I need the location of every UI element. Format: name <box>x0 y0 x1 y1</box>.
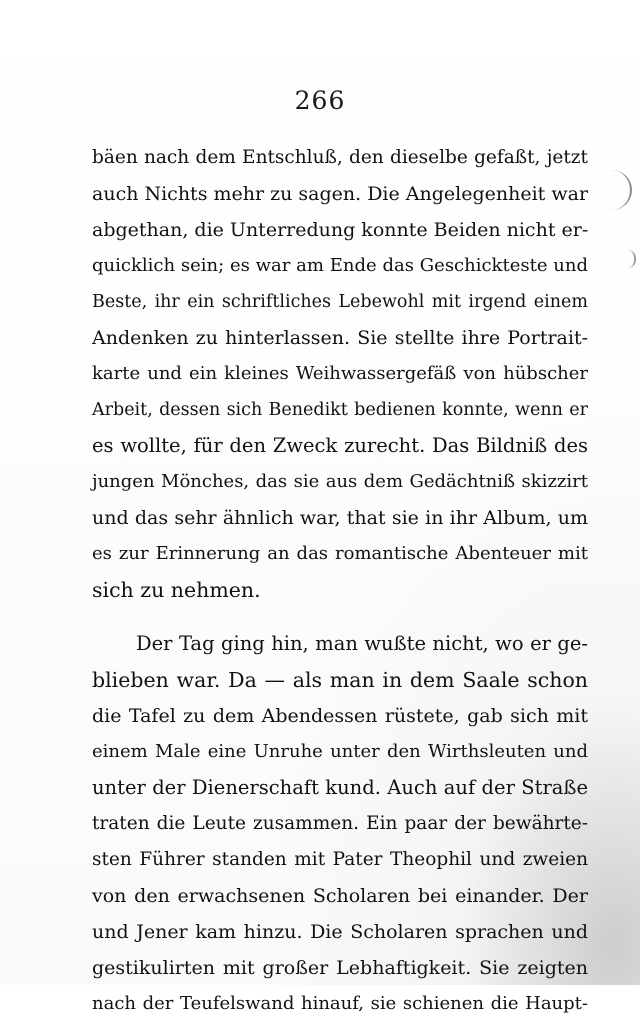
text-line: jungen Mönches, das sie aus dem Gedächtniß skizzirt <box>92 471 588 492</box>
text-line: quicklich sein; es war am Ende das Geschickteste und <box>92 255 588 276</box>
text-line: gestikulirten mit großer Lebhaftigkeit. Sie zeigten <box>92 957 588 979</box>
text-line: unter der Dienerschaft kund. Auch auf der Straße <box>92 776 588 799</box>
text-line: auch Nichts mehr zu sagen. Die Angelegenheit war <box>92 183 589 205</box>
text-line: die Tafel zu dem Abendessen rüstete, gab sich mit <box>92 705 588 727</box>
text-line: einem Male eine Unruhe unter den Wirthsleuten und <box>92 741 588 762</box>
paragraph <box>92 626 588 1022</box>
text-line: traten die Leute zusammen. Ein paar der bewährte- <box>92 813 588 834</box>
page-edge-mark <box>628 250 636 268</box>
paragraph <box>92 140 588 608</box>
page-edge-mark <box>612 170 632 210</box>
text-line: sich zu nehmen. <box>92 578 261 602</box>
text-line: nach der Teufelswand hinauf, sie schienen die Haupt- <box>92 993 588 1014</box>
text-line: blieben war. Da — als man in dem Saale schon <box>92 668 588 692</box>
text-line: und das sehr ähnlich war, that sie in ihr Album, um <box>92 507 588 529</box>
text-line: Andenken zu hinterlassen. Sie stellte ihre Portrait- <box>92 327 588 349</box>
text-line: von den erwachsenen Scholaren bei einander. Der <box>92 885 588 907</box>
text-line: abgethan, die Unterredung konnte Beiden nicht er- <box>92 219 589 241</box>
text-line: und Jener kam hinzu. Die Scholaren sprachen und <box>92 921 588 943</box>
page-number: 266 <box>294 86 346 115</box>
paragraph-gap <box>92 608 588 626</box>
text-line: bäen nach dem Entschluß, den dieselbe gefaßt, jetzt <box>92 147 588 168</box>
text-line: Beste, ihr ein schriftliches Lebewohl mit irgend einem <box>92 292 588 312</box>
text-line: karte und ein kleines Weihwassergefäß von hübscher <box>92 363 588 384</box>
text-line: Arbeit, dessen sich Benedikt bedienen konnte, wenn er <box>92 400 588 420</box>
text-line: Der Tag ging hin, man wußte nicht, wo er ge- <box>136 632 588 655</box>
text-line: es wollte, für den Zweck zurecht. Das Bildniß des <box>92 434 588 457</box>
text-line: sten Führer standen mit Pater Theophil und zweien <box>92 849 588 870</box>
text-line: es zur Erinnerung an das romantische Abenteuer mit <box>92 543 588 564</box>
body-text <box>92 140 588 1022</box>
